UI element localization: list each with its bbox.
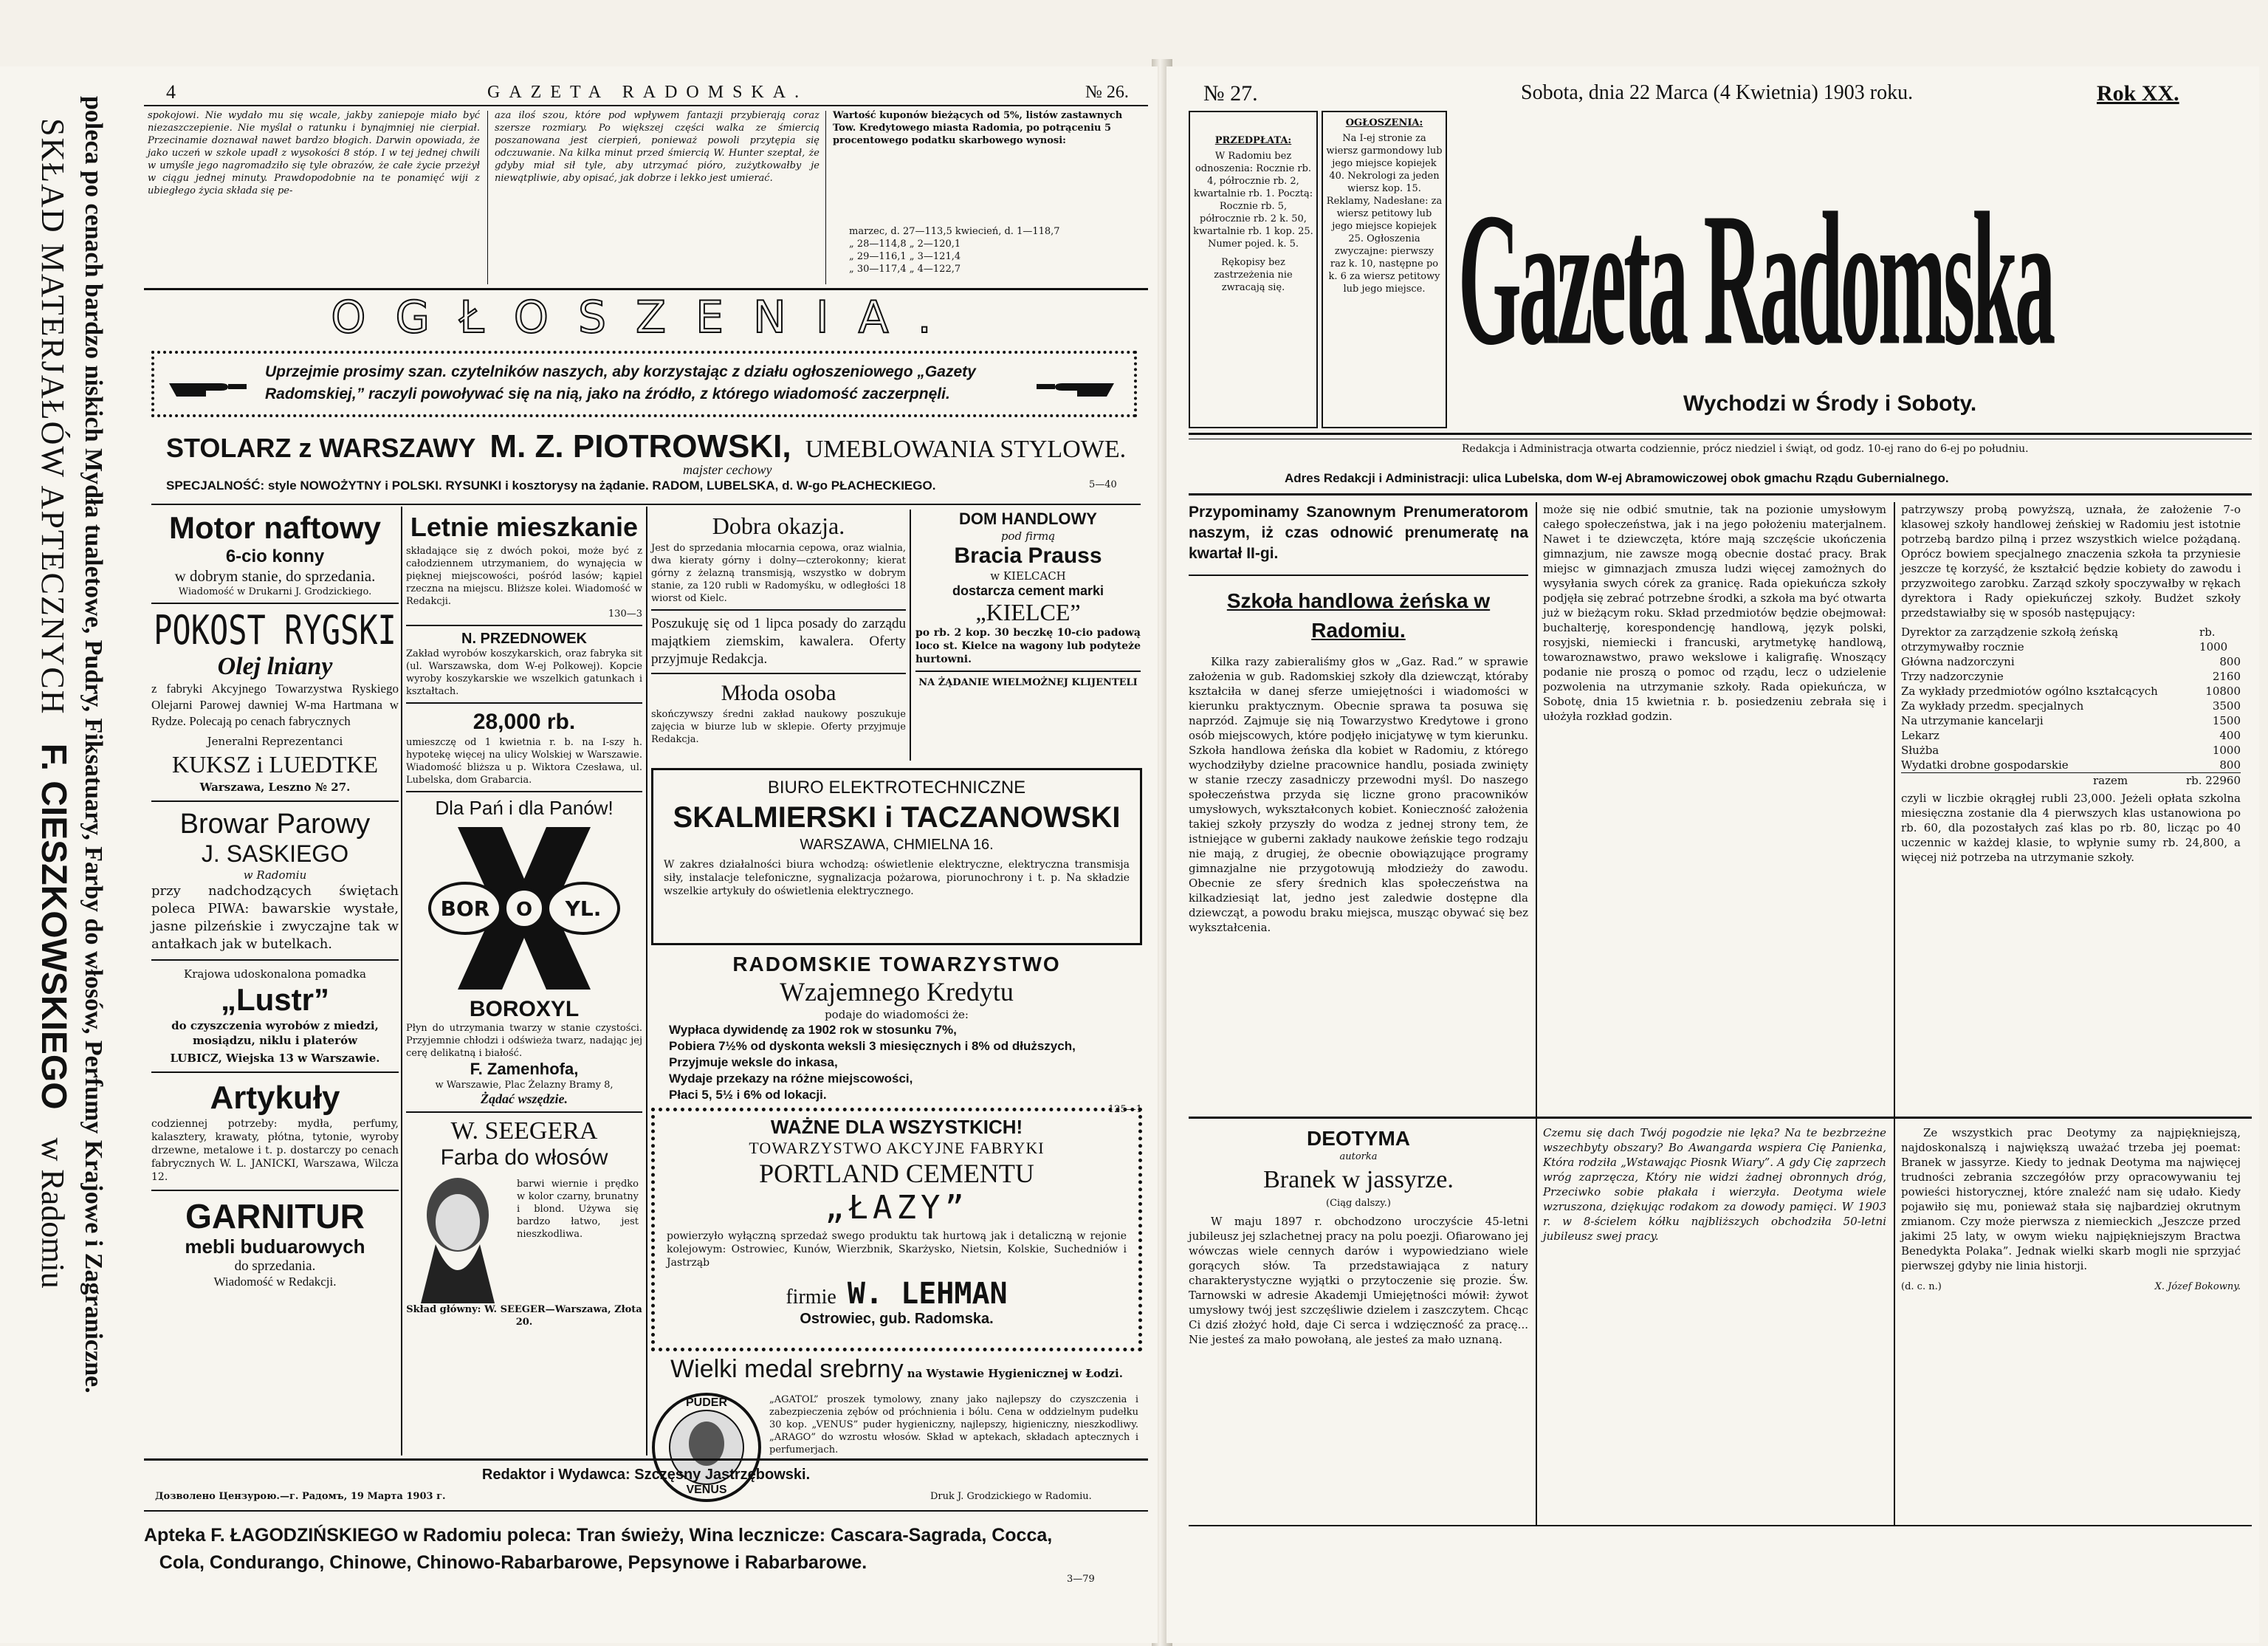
budget-label: Za wykłady przedm. specjalnych [1901,699,2084,713]
portrait-icon [406,1170,509,1303]
przedn-title: N. PRZEDNOWEK [461,631,587,647]
letnie-text: składające się z dwóch pokoi, może być z całodziennem utrzymaniem, do wynajęcia w pięknej miejscowości, pośród lasów; kąpiel rzeczna na miejscu. Bliższe kolei. Wiadomość w Redakcji. [406,546,642,607]
rule [1189,575,1528,576]
dom-handlowy: DOM HANDLOWY [959,510,1097,528]
date: Sobota, dnia 22 Marca (4 Kwietnia) 1903 roku. [1521,81,1914,104]
deotyma-sign-right: X. Józef Bokowny. [2154,1281,2241,1292]
article-col-a [1189,502,1528,935]
garnitur-info: Wiadomość w Redakcji. [213,1275,337,1289]
left-page [0,66,1158,1643]
garnitur-sub: mebli buduarowych [185,1235,365,1258]
article-col2: może się nie odbić smutnie, tak na pozionie umysłowym całego społeczeństwa, jak i na jego położeniu materjalnem. Nawet i te dziewczęta, które mają szczęście ukończenia gimnazjum, nie zawsze mogą obecnie dostać pracy. Brak miejsc w gimnazjach zmusza ludzi więcej zamożnych do wysyłania swych córek za granicę. Rada opiekuńcza szkoły podjęła się zebrać potrzebne środki, a szkoła ma być otwarta już w bieżącym roku. Skład przedmiotów będzie obejmował: buchalterję, korespondencję handlową, język polski, rosyjski, niemiecki i francuski, arytmetykę handlową, towaroznawstwo, prawo wekslowe i kaligrafię. Wnoszący podanie nie proszą o pomoc od rządu, lecz o udzielenie pozwolenia na utrzymanie szkoły. Rada opiekuńcza, w Sobotę, dnia 15 kwietnia r. b. posiedzeniu zebrała się i ułożyła rozkład godzin. [1543,503,1886,723]
ogloszenia-title: OGŁOSZENIA. [331,292,961,343]
kuksz-addr: Warszawa, Leszno № 27. [199,781,351,794]
farba-text: barwi wiernie i prędko w kolor czarny, brunatny i blond. Używa się bardzo łatwo, jest nieszkodliwa. [517,1179,639,1240]
artykuly-text: codziennej potrzeby: mydła, perfumy, kalasztery, krawaty, płótna, tytonie, wyroby drzewne, metalowe i t. p. dostarczy po cenach fabrycznych W. L. JANICKI, Warszawa, Wilcza 12. [151,1118,399,1183]
budget-row [1901,625,2241,654]
deotyma-sub: autorka [1339,1151,1378,1162]
portland-ad [651,1108,1142,1351]
skal-text: W zakres działalności biura wchodzą: oświetlenie elektryczne, elektryczna transmisja siły, instalacje telefoniczne, sygnalizacja pożarowa, piorunochrony i t. p. Na składzie wszelkie artykuły do oświetlenia elektrycznego. [664,859,1130,897]
tow-list [651,1022,1142,1103]
deotyma-col-a [1189,1122,1528,1347]
cement-text: po rb. 2 kop. 30 beczkę 10-cio padową loco st. Kielce na wagony lub podyteże hurtowni. [915,627,1141,665]
kupony-row: „ 30—117,4 „ 4—122,7 [849,264,961,275]
boroxyl-logo [406,820,642,997]
pointing-hand-icon [1033,376,1114,401]
budget-value: 3500 [2212,699,2241,713]
side-ad-cieszkowski [0,66,111,1506]
address: Adres Redakcji i Administracji: ulica Lubelska, dom W-ej Abramowiczowej obok gmachu Rządu Gubernialnego. [1285,471,1949,485]
skalmierski-ad [651,768,1142,945]
zamenhof-addr: w Warszawie, Plac Żelazny Bramy 8, [435,1080,614,1091]
rule [144,288,1148,290]
col-2 [406,510,642,1328]
running-head: GAZETA RADOMSKA. [487,83,808,102]
col-3-right [915,510,1141,689]
dla-pan: Dla Pań i dla Panów! [435,797,614,819]
budget-row [1901,654,2241,669]
apteka-1: Apteka F. ŁAGODZIŃSKIEGO w Radomiu poleca: Tran świeży, Wina lecznicze: Cascara-Sagrada, Cocca, [144,1525,1053,1546]
budget-value: 10800 [2205,685,2241,698]
budget-value: 1500 [2212,714,2241,727]
budget-table [1901,625,2241,788]
rule [406,1111,642,1113]
budget-label: Wydatki drobne gospodarskie [1901,758,2069,772]
deotyma-col1: W maju 1897 r. obchodzono uroczyście 45-letni jubileusz jej szlachetnej pracy na polu poezji. Ofiarowano jej wówczas wiele cennych darów i wypowiedziano wiele gorących słów. Ta przedstawiająca z natury charakterystyczne wyjątki o przytoczenie się prozie. Św. Tarnowski w adresie Akademji Umiejętności mówił: żywot umysłowy twój jest szczęśliwie dzielem i zaszczytem. Chcąc Ci dziś złożyć hołd, daje Ci serca i wdzięczność za pracę... Nie jesteś za mało powołaną, ale jesteś za mało uznaną. [1189,1215,1528,1346]
mloda-title: Młoda osoba [721,681,836,705]
browar-title: Browar Parowy [179,809,371,840]
motor-text: w dobrym stanie, do sprzedania. [174,567,376,585]
deotyma-work: Branek w jassyrze. [1263,1166,1454,1193]
prenumerata-text: W Radomiu bez odnoszenia: Rocznie rb. 4, półrocznie rb. 2, kwartalnie rb. 1. Pocztą: Rocznie rb. 5, półrocznie rb. 2 k. 50, kwartalnie rb. 1 kop. 25. Numer pojed. k. 5. [1193,151,1313,250]
boroxyl-text: Płyn do utrzymania twarzy w stanie czystości. Przyjemnie chłodzi i odświeża twarz, nadając jej cerę delikatną i białość. [406,1023,642,1059]
portland-2: PORTLAND CEMENTU [759,1159,1034,1188]
zadanie: NA ŻĄDANIE WIELMOŻNEJ KLIJENTELI [918,677,1138,688]
tow-title: RADOMSKIE TOWARZYSTWO [732,953,1061,975]
tow-item: Płaci 5, 5½ i 6% od lokacji. [669,1088,827,1102]
side-ad-line-a: SKŁAD MATERJAŁÓW APTECZNYCH [35,118,71,716]
budget-row [1901,669,2241,684]
kupony-row: „ 29—116,1 „ 3—121,4 [849,251,961,262]
col-rule [1894,1122,1895,1525]
deotyma-col3: Ze wszystkich prac Deotymy za najpiękniejszą, najdoskonalszą i największą uważać trzeba jej poemat: Branek w jassyrze. Kiedy to jednak Deotyma ma najwięcej trudności zebrania szczegółów przy opracowywaniu tej powieści historycznej, które znaleźć nam się udało. Kiedy pojawiło się mu, ponieważ stała się najbardziej okrutnym zmianom. Czy może pierwsza z niemieckich „Jeszcze przed jakimi 25 laty, w owym wieku najpiękniejszym Bractwa Benedykta Polaka”. Jednak wielki skarb mogli nie sprzyjać pierwszej gdyby nie linia historji. [1901,1126,2241,1272]
boroxyl-x-icon [406,820,642,997]
budget-note: czyli w liczbie okrągłej rubli 23,000. Jeżeli opłata szkolna miesięczna zostanie dla 4 pierwszych klas ustanowiona po rb. 60, dla pozostałych zaś klas po rb. 80, licząc po 40 uczennic w każdej klasie, to wpłynie sumy rb. 24,800, a więcej niż potrzeba na utrzymanie szkoły. [1901,792,2241,864]
budget-value: 2160 [2212,670,2241,683]
budget-value: rb. 1000 [2199,625,2228,654]
kupony-table [849,225,1144,275]
ostrowiec: Ostrowiec, gub. Radomska. [800,1311,994,1327]
motor-sub: 6-cio konny [225,546,325,566]
pokost-repr: Jeneralni Reprezentanci [207,735,343,748]
rule [151,504,1141,505]
budget-label: Na utrzymanie kancelarji [1901,714,2044,727]
year: Rok XX. [2097,81,2179,106]
browar-text: przy nadchodzących świętach poleca PIWA: bawarskie wystałe, jasne pilzeńskie i zwyczajne tak w antałkach jak w butelkach. [151,883,399,952]
poszukuje: Poszukuję się od 1 lipca posady do zarządu majątkiem ziemskim, kawalera. Oferty przyjmuje Redakcja. [651,616,906,667]
artykuly: Artykuły [210,1080,340,1116]
stolarz-line2: SPECJALNOŚĆ: style NOWOŻYTNY i POLSKI. RYSUNKI i kosztorysy na żądanie. RADOM, LUBELSKA, d. W-go PŁACHECKIEGO. [166,479,936,493]
budget-value: 1000 [2212,744,2241,757]
reminder: Przypominamy Szanownym Prenumeratorom naszym, iż czas odnowić prenumeratę na kwartał II-gi. [1189,504,1528,562]
venus: VENUS [686,1484,727,1496]
budget-value: 800 [2219,655,2241,668]
towarzystwo-ad [651,953,1142,1116]
seeger-portrait [406,1170,642,1303]
budget-row [1901,772,2241,788]
deotyma-sign [1901,1280,2241,1293]
prenumerata-box [1189,111,1318,428]
cement: dostarcza cement marki [952,583,1104,598]
przedn-text: Zakład wyrobów koszykarskich, oraz fabryka sit (ul. Warszawska, dom W-ej Polkowej). Kopcie wyroby koszykarskie we wszelkich gatunkach i kształtach. [406,648,642,697]
rule [915,671,1141,672]
skal-addr: WARSZAWA, CHMIELNA 16. [800,837,994,853]
rule [1189,1525,2252,1526]
pointing-hand-icon [169,376,250,401]
biuro-title: BIURO ELEKTROTECHNICZNE [767,778,1026,798]
seeger-addr: Skład główny: W. SEEGER—Warszawa, Złota 20. [406,1304,642,1328]
stolarz-sub: majster cechowy [683,462,772,477]
col-rule [646,507,647,1455]
wazne: WAŻNE DLA WSZYSTKICH! [770,1116,1023,1138]
agatol-ad [651,1355,1142,1496]
rule [151,800,399,802]
page-number: 4 [166,81,176,103]
zadac: Żądać wszędzie. [481,1091,568,1106]
side-ad-line-d: poleca po cenach bardzo niskich Mydła tualetowe, Pudry, Fiksatuary, Farby do włosów, Perfumy Krajowe i Zagraniczne. [80,96,107,1393]
budget-label: Dyrektor za zarządzenie szkołą żeńską otrzymywałby rocznie [1901,625,2119,654]
budget-value: rb. 22960 [2185,774,2241,787]
budget-label: Za wykłady przedmiotów ogólno kształcących [1901,685,2158,698]
firmie: firmie [786,1286,836,1309]
tow-item: Przyjmuje weksle do inkasa, [669,1055,838,1069]
pokost-title: POKOST RYGSKI [154,606,396,654]
budget-value: 800 [2219,758,2241,772]
lustr-text: do czyszczenia wyrobów z miedzi, mosiądzu, niklu i platerów [171,1019,379,1047]
kupony-row: marzec, d. 27—113,5 kwiecień, d. 1—118,7 [849,226,1060,237]
rule [651,673,906,674]
col-rule [1536,502,1537,1148]
prenumerata-title: PRZEDPŁATA: [1214,135,1292,146]
browar-city: w Radomiu [243,868,307,882]
col-rule [401,507,402,1455]
tow-item: Pobiera 7½% od dyskonta weksli 3 miesięcznych i 8% od dłuższych, [669,1039,1076,1053]
budget-label: Lekarz [1901,729,1939,742]
seeger: W. SEEGERA [450,1117,598,1145]
tow-num: 125—1 [1107,1104,1142,1115]
budget-row [1901,728,2241,743]
issue-no: № 27. [1203,81,1258,106]
rule [151,1190,399,1191]
tow-sub: Wzajemnego Kredytu [780,977,1014,1007]
side-ad-line-b: F. CIESZKOWSKIEGO [34,743,73,1110]
col-1 [151,510,399,1289]
request-text: Uprzejmie prosimy szan. czytelników naszych, aby korzystając z działu ogłoszeniowego „Gazety Radomskiej,” raczyli powoływać się na nią, jako na źródło, z którego wiadomość zaczerpnęli. [265,363,976,402]
rule [651,609,906,611]
farba: Farba do włosów [440,1145,608,1170]
top-text-col2: aza iloś szou, które pod wpływem fantazji przybierają coraz szersze rozmiary. Po większej części walka ze śmiercią poszanowana jest cierpień, ponieważ powoli przytępia się odczuwanie. Na kilka minut przed śmiercią W. Hunter szeptał, że gdyby miał sił tyle, aby utrzymać pióro, zużytkowałby je niewątpliwie, aby opisać, jak dobrze i lekko jest umierać. [495,110,819,184]
head-rule [144,105,1148,106]
redaktor: Redaktor i Wydawca: Szczęsny Jastrzębowski. [481,1467,811,1483]
redakcja-note: Redakcja i Administracja otwarta codziennie, prócz niedziel i świąt, od godz. 10-ej rano do 6-ej po południu. [1462,443,2029,455]
tow-item: Wydaje przekazy na różne miejscowości, [669,1071,913,1086]
budget-row [1901,684,2241,699]
rubli: 28,000 rb. [472,710,576,734]
article-col3: patrzywszy probą powyższą, uznała, że założenie 7-o klasowej szkoły handlowej żeńskiej w Radomiu jest istotnie potrzebą bardzo pilną i przez wszystkich wielce pożądaną. Oprócz bowiem specjalnego znaczenia szkoła ta przyniesie jeszcze tę korzyść, że kształcić będzie kobiety do zawodu i przyzwoitego zarobku. Zarząd szkoły spoczywałby w rękach dyrektora i Rady opiekuńczej szkoły. Budżet szkoły przedstawiałby się w sposób następujący: [1901,503,2241,620]
kuksz-title: KUKSZ i LUEDTKE [171,751,379,778]
venus-logo [651,1392,762,1503]
pokost-sub: Olej lniany [217,653,333,680]
puder: PUDER [685,1396,727,1409]
boroxyl: BOROXYL [469,997,580,1021]
rule [144,1510,1148,1512]
deotyma-cont: (Ciąg dalszy.) [1326,1198,1391,1209]
col-divider [825,111,826,284]
col-rule [1894,502,1895,1148]
issue-ref: № 26. [1085,83,1129,102]
rule [406,791,642,792]
article-col1: Kilka razy zabieraliśmy głos w „Gaz. Rad.” w sprawie założenia w gub. Radomskiej szkoły dla dziewcząt, któraby kształciła w danej sferze umiejętności i wiadomości w kierunku praktycznym. Obecnie sprawa ta posuwa się naprzód. Zajmuje się nią Towarzystwo Kredytowe i grono osób miejscowych, które podjęło inicjatywę w tym kierunku. Szkoła handlowa żeńska dla kobiet w Radomiu, z którego wychodziłyby dzielne pracownice handlu, posiada zwinięty w stanie rzeczy zasadniczy przewodni myśl. Do naszego społeczeństwa przyda się liczne grono pracowników umysłowych, wykształconych kobiet. Konieczność założenia takiej szkoły przyszły do wodza z jednej strony tem, że istniejące w guberni zakłady naukowe żeńskie tego rodzaju nie mają, z drugiej, że obecnie obowiązujące programy gimnazjalne nie przygotowują młodzieży do zawodu. Obecnie ze sfery średnich klas społeczeństwa na kilkadziesiąt lat, jedno jest zaledwie dostępne dla dziewcząt, a powodu braku miejsca, musząc obywać się bez wykształcenia. [1189,655,1528,934]
budget-label: Trzy nadzorczynie [1901,670,2004,683]
lazy-text: powierzyło wyłączną sprzedaż swego produktu tak hurtową jak i detaliczną w rejonie kolejowym: Ostrowiec, Kunów, Wierzbnik, Skarżysko, Nietsin, Kolskie, Suchedniów i Jastrząb [667,1230,1127,1269]
stolarz-b: M. Z. PIOTROWSKI, [489,428,791,464]
rule [1189,1117,2252,1119]
deotyma-sign-left: (d. c. n.) [1901,1281,1942,1292]
rule [406,702,642,704]
garnitur-title: GARNITUR [185,1197,365,1235]
schedule: Wychodzi w Środy i Soboty. [1683,391,1977,416]
masthead-rule [1189,433,2252,439]
motor-title: Motor naftowy [169,510,381,545]
apteka-2: Cola, Condurango, Chinowe, Chinowo-Rabarbarowe, Pepsynowe i Rabarbarowe. [159,1552,867,1573]
budget-row [1901,743,2241,758]
budget-row [1901,758,2241,772]
tow-item: Wypłaca dywidendę za 1902 rok w stosunku 7%, [669,1023,957,1037]
agatol-text: „AGATOL” proszek tymolowy, znany jako najlepszy do czyszczenia i zabezpieczenia zębów od próchnienia i bólu. Cena w oddzielnym pudełku 30 kop. „VENUS” puder hygieniczny, najlepszy, higieniczny, nieszkodliwy. „ARAGO” do wzrostu włosów. Skład w aptekach, składach aptecznych i perfumerjach. [769,1394,1138,1455]
deotyma-col2: Czemu się dach Twój pogodzie nie lęka? Na te bezbrzeżne wszechbyty obszary? Bo Awangarda wspiera Cię Panienka, Która rodziła „Wstawając Piosnk Wiary”. A gdy Cię zaprzech wróg zaprzęcza, Który nie widzi żadnej obronnych dróg, Przeciwko sobie płakała i wierzyła. Deotyma wiele wzruszona, dziękując rodakom za dowody pamięci. W 1903 r. w 8-ścielem kółku najbliższych obchodziła 50-letni jubileusz swej pracy. [1543,1126,1886,1243]
top-text-col1: spokojowi. Nie wydało mu się wcale, jakby zaniepoje miało być niezaszczepienie. Nie myślał o ratunku i bynajmniej nie cierpiał. Przecinamie doznawał nawet bardzo błogich. Darwin opowiada, że jako uczeń w szkole upadł z wysokości 8 stóp. I w tej jednej chwili w umyśle jego nagromadziło się tyle obrazów, że całe życie przeżył w ciągu jednej minuty. Prawdopodobnie na te ponamięć wiji z ubiegłego życia składa się pe- [148,110,480,196]
portland-1: TOWARZYSTWO AKCYJNE FABRYKI [749,1139,1045,1157]
budget-row [1901,699,2241,713]
article-title: Szkoła handlowa żeńska w Radomiu. [1226,589,1491,642]
censor: Дозволено Цензурою.—г. Радомъ, 19 Марта 1903 г. [155,1491,446,1502]
rule [151,1071,399,1073]
kupony-row: „ 28—114,8 „ 2—120,1 [849,239,961,250]
article-col-c [1901,502,2241,865]
zamenhof: F. Zamenhofa, [470,1060,579,1078]
skal: SKALMIERSKI i TACZANOWSKI [673,801,1121,834]
tow-intro: podaje do wiadomości że: [825,1008,969,1021]
garnitur-text: do sprzedania. [234,1258,316,1274]
lehman: W. LEHMAN [847,1277,1008,1311]
mloda-text: skończywszy średni zakład naukowy poszukuje zajęcia w biurze lub w sklepie. Oferty przyjmuje Redakcja. [651,709,906,745]
kielcach: w KIELCACH [990,569,1066,583]
deotyma-col-c [1901,1125,2241,1293]
deotyma-title: DEOTYMA [1307,1127,1410,1150]
medal-line [651,1355,1142,1384]
rule [151,959,399,961]
ogloszenia-box-text: Na I-ej stronie za wiersz garmondowy lub jego miejsce kopiejek 40. Nekrologi za jeden wiersz kop. 15. Reklamy, Nadesłane: za wiersz petitowy lub jego miejsce kopiejek 25. Ogłoszenia zwyczajne: pierwszy raz k. 10, następne po k. 6 za wiersz petitowy lub jego miejsce. [1326,133,1443,295]
motor-info: Wiadomość w Drukarni J. Grodzickiego. [178,586,372,597]
svg-text:BOR: BOR [440,896,490,921]
letnie-num: 130—3 [608,608,642,620]
rekopisy: Rękopisy bez zastrzeżenia nie zwracają się. [1214,257,1293,293]
stolarz-a: STOLARZ z WARSZAWY [166,433,476,463]
rule [406,625,642,626]
krajowa: Krajowa udoskonalona pomadka [184,967,366,981]
druk: Druk J. Grodzickiego w Radomiu. [930,1491,1092,1502]
right-page [1166,66,2259,1643]
budget-label: Główna nadzorczyni [1901,655,2015,668]
browar-name: J. SASKIEGO [201,840,349,867]
dobra-title: Dobra okazja. [712,512,845,539]
dobra-text: Jest do sprzedania młocarnia cepowa, oraz wialnia, dwa kieraty górny i dolny—czterokonny; kierat górny z żelazną transmisją, wszystko w dobrym stanie, za 120 rubli w Radomyśku, w odległości 18 wiorst od Kielc. [651,543,906,604]
prauss: Bracia Prauss [954,543,1102,568]
medal-sub: na Wystawie Hygienicznej w Łodzi. [907,1367,1123,1380]
col-rule [1536,1122,1537,1525]
budget-value: 400 [2219,729,2241,742]
rule [1189,493,2252,495]
medal: Wielki medal srebrny [670,1355,904,1383]
side-ad-line-abc [33,118,74,1289]
letnie-title: Letnie mieszkanie [410,512,639,542]
budget-label: razem [2093,774,2128,787]
side-ad-line-c: w Radomiu [35,1137,71,1289]
svg-text:O: O [515,899,533,921]
ogloszenia-header [144,292,1148,343]
col-3-left [651,510,906,746]
rule [144,1458,1148,1461]
kupony-title: Wartość kuponów bieżących od 5%, listów zastawnych Tow. Kredytowego miasta Radomia, po potrąceniu 5 procentowego podatku skarbowego wynosi: [833,110,1123,146]
pokost-text: z fabryki Akcyjnego Towarzystwa Ryskiego Olejarni Parowej dawniej W-ma Hartmana w Rydze. Polecają po cenach fabrycznych [151,682,399,728]
stolarz-ad [151,421,1141,502]
budget-row [1901,713,2241,728]
col-rule [910,510,911,761]
request-banner [151,351,1137,417]
stolarz-line1 [166,428,1126,465]
stolarz-num: 5—40 [1089,479,1117,490]
pod-firma: pod firmą [1000,529,1056,543]
ogloszenia-box [1322,111,1447,428]
svg-text:YL.: YL. [565,896,602,921]
col-divider [487,111,488,284]
masthead: Gazeta Radomska [1458,172,2053,385]
ogloszenia-box-title: OGŁOSZENIA: [1345,117,1423,128]
kielce: „KIELCE” [975,599,1081,625]
rubli-text: umieszczę od 1 kwietnia r. b. na I-szy h. hypotekę więcej na ulicy Wolskiej w Warszawie. Wiadomość bliższa u p. Wiktora Czesława, ul. Lubelska, dom Grabarcia. [406,737,642,786]
lustr: „Lustr” [221,982,329,1017]
lubicz: LUBICZ, Wiejska 13 w Warszawie. [170,1052,380,1065]
lazy: „ŁAZY” [825,1189,969,1227]
stolarz-c: UMEBLOWANIA STYLOWE. [805,436,1127,463]
apteka-num: 3—79 [1067,1574,1095,1585]
lehman-line [655,1277,1138,1311]
budget-label: Służba [1901,744,1939,757]
